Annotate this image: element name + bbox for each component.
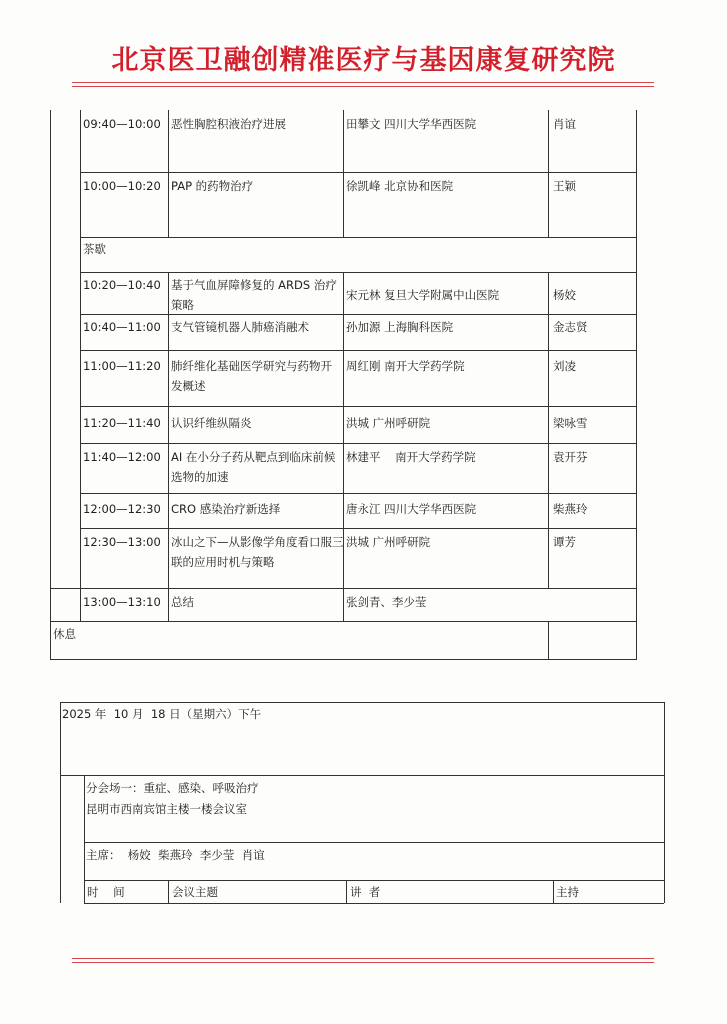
table-border — [548, 110, 549, 237]
session-speaker: 林建平 南开大学药学院 — [346, 450, 476, 464]
footer-rule-thick — [72, 962, 654, 963]
session-time: 11:20—11:40 — [83, 416, 161, 430]
table-border — [84, 880, 664, 881]
session-topic: 基于气血屏障修复的 ARDS 治疗策略 — [171, 278, 337, 312]
session-time: 10:00—10:20 — [83, 179, 161, 193]
session-topic: AI 在小分子药从靶点到临床前候选物的加速 — [171, 450, 336, 484]
table-border — [60, 702, 61, 903]
table-border — [80, 110, 81, 588]
rest-label: 休息 — [53, 627, 76, 641]
table-border — [80, 272, 636, 273]
table-border — [80, 172, 636, 173]
footer-rule — [72, 958, 654, 959]
table-border — [553, 880, 554, 903]
table-border — [84, 775, 85, 903]
session-host: 刘凌 — [553, 359, 576, 373]
session-topic: 恶性胸腔积液治疗进展 — [171, 117, 286, 131]
table-border — [80, 350, 636, 351]
session-time: 10:20—10:40 — [83, 278, 161, 292]
venue-location: 昆明市西南宾馆主楼一楼会议室 — [86, 802, 247, 816]
table-border — [50, 659, 636, 660]
session-time: 12:00—12:30 — [83, 502, 161, 516]
session-time: 13:00—13:10 — [83, 595, 161, 609]
institute-title: 北京医卫融创精准医疗与基因康复研究院 — [111, 45, 616, 76]
table-border — [80, 443, 636, 444]
table-border — [80, 237, 636, 238]
table-border — [168, 880, 169, 903]
table-border — [80, 314, 636, 315]
table-border — [343, 110, 344, 237]
table-border — [50, 588, 636, 589]
table-border — [80, 493, 636, 494]
session-host: 袁开芬 — [553, 450, 588, 464]
session-host: 柴燕玲 — [553, 502, 588, 516]
session-speaker: 孙加源 上海胸科医院 — [346, 320, 454, 334]
table-border — [636, 110, 637, 660]
table-border — [84, 842, 664, 843]
session-topic: 肺纤维化基础医学研究与药物开发概述 — [171, 359, 332, 393]
session-speaker: 田攀文 四川大学华西医院 — [346, 117, 477, 131]
col-header-speaker: 讲 者 — [350, 885, 381, 899]
session-time: 11:40—12:00 — [83, 450, 161, 464]
session-time: 11:00—11:20 — [83, 359, 161, 373]
table-border — [548, 272, 549, 588]
table-border — [664, 702, 665, 903]
session-host: 王颖 — [553, 179, 576, 193]
session-speaker: 周红刚 南开大学药学院 — [346, 359, 465, 373]
session-host: 杨姣 — [553, 288, 576, 302]
session-speaker: 洪城 广州呼研院 — [346, 416, 431, 430]
chairs: 主席： 杨姣 柴燕玲 李少莹 肖谊 — [86, 848, 265, 862]
session-speaker: 张剑青、李少莹 — [346, 595, 427, 609]
tea-break-label: 茶歇 — [83, 242, 106, 256]
afternoon-date: 2025 年 10 月 18 日（星期六）下午 — [62, 707, 262, 721]
session-speaker: 洪城 广州呼研院 — [346, 535, 431, 549]
table-border — [80, 588, 81, 621]
session-time: 10:40—11:00 — [83, 320, 161, 334]
session-topic: 总结 — [171, 595, 194, 609]
session-topic: 支气管镜机器人肺癌消融术 — [171, 320, 309, 334]
session-time: 12:30—13:00 — [83, 535, 161, 549]
table-border — [548, 621, 549, 660]
table-border — [80, 528, 636, 529]
session-host: 谭芳 — [553, 535, 576, 549]
table-border — [60, 702, 664, 703]
header-rule-thin — [72, 86, 654, 87]
session-topic: 认识纤维纵隔炎 — [171, 416, 252, 430]
col-header-time: 时 间 — [87, 885, 125, 899]
table-border — [50, 110, 51, 660]
table-border — [168, 110, 169, 237]
table-border — [168, 272, 169, 621]
header-rule — [72, 82, 654, 83]
table-border — [50, 621, 636, 622]
table-border — [84, 903, 664, 904]
session-host: 肖谊 — [553, 117, 576, 131]
table-border — [346, 880, 347, 903]
session-speaker: 宋元林 复旦大学附属中山医院 — [346, 288, 500, 302]
session-speaker: 唐永江 四川大学华西医院 — [346, 502, 477, 516]
session-host: 梁咏雪 — [553, 416, 588, 430]
venue-session: 分会场一：重症、感染、呼吸治疗 — [86, 781, 259, 795]
session-host: 金志贤 — [553, 320, 588, 334]
session-time: 09:40—10:00 — [83, 117, 161, 131]
table-border — [60, 775, 664, 776]
session-speaker: 徐凯峰 北京协和医院 — [346, 179, 454, 193]
table-border — [80, 406, 636, 407]
session-topic: CRO 感染治疗新选择 — [171, 502, 281, 516]
col-header-host: 主持 — [556, 885, 579, 899]
session-topic: PAP 的药物治疗 — [171, 179, 254, 193]
col-header-topic: 会议主题 — [172, 885, 218, 899]
session-topic: 冰山之下—从影像学角度看口服三联的应用时机与策略 — [171, 535, 344, 569]
